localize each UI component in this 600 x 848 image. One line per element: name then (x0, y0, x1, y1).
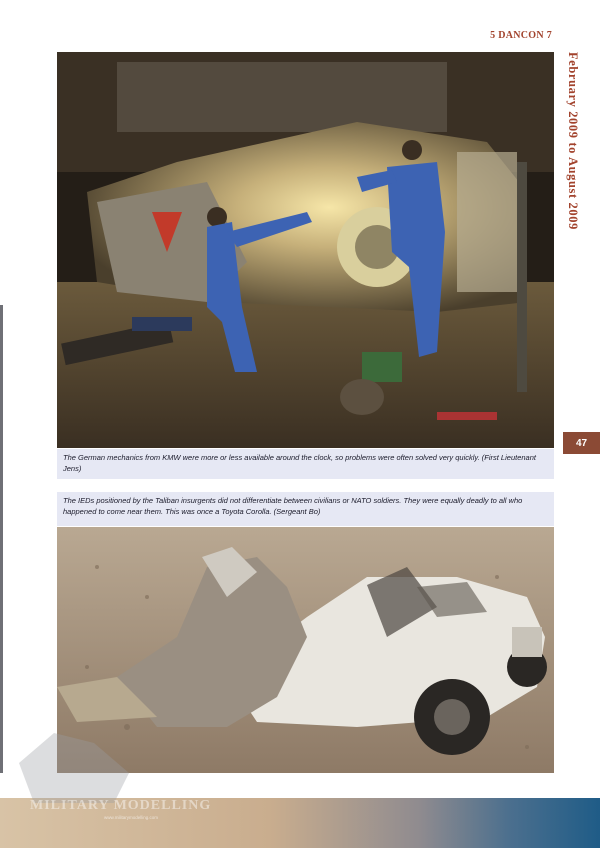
watermark-tank-silhouette-icon (14, 733, 134, 803)
watermark-url: www.militarymodelling.com (104, 815, 159, 820)
mechanics-photo (57, 52, 554, 448)
chapter-side-title: February 2009 to August 2009 (566, 52, 580, 230)
running-header: 5 DANCON 7 (490, 30, 552, 41)
watermark-logo: MILITARY MODELLING (30, 798, 212, 813)
photo-caption-mechanics: The German mechanics from KMW were more or less available around the clock, so problems were often solved very quickly. (First Lieutenant Jens) (57, 449, 554, 479)
left-margin-bar (0, 305, 3, 773)
page-number: 47 (563, 432, 600, 454)
photo-caption-ied-car: The IEDs positioned by the Taliban insurgents did not differentiate between civilians or NATO soldiers. They were equally deadly to all who happened to come near them. This was once a Toyota Corolla. (Sergeant Bo) (57, 492, 554, 526)
